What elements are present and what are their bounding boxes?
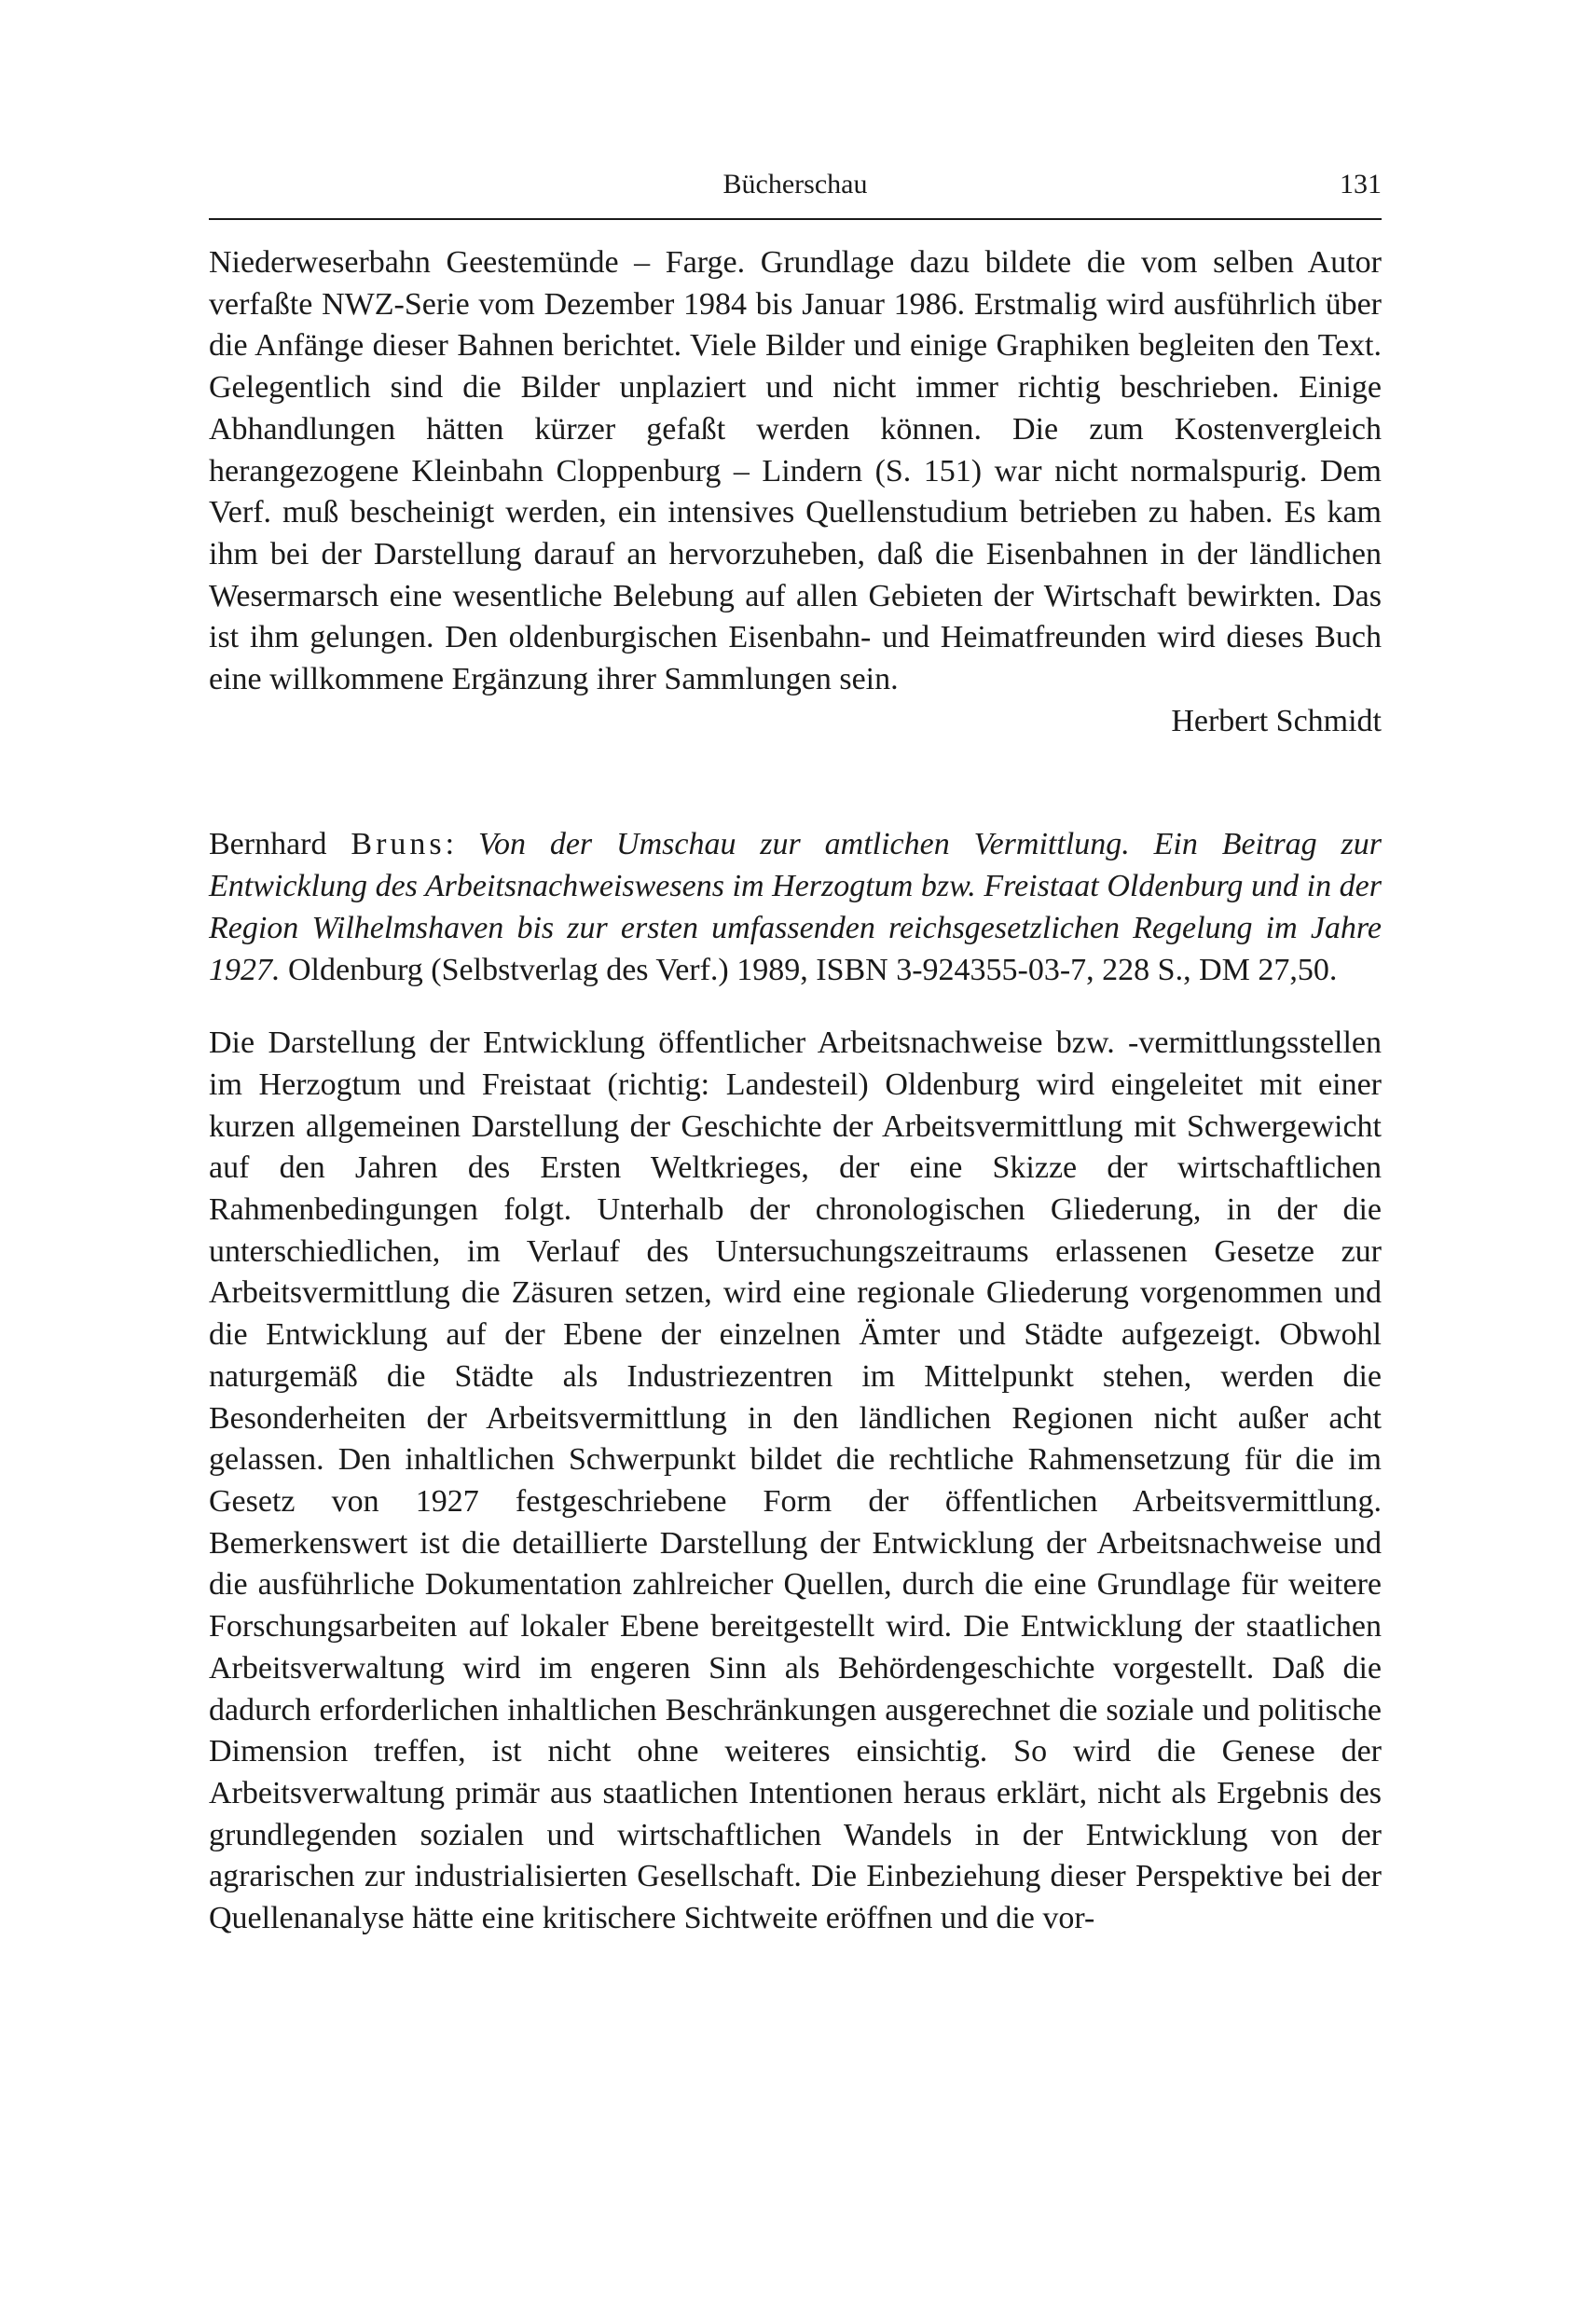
book-citation [209, 824, 1382, 991]
publication-info: Oldenburg (Selbstverlag des Verf.) 1989, ISBN 3-924355-03-7, 228 S., DM 27,50. [288, 952, 1338, 987]
header-rule [209, 218, 1382, 220]
reviewer-name: Herbert Schmidt [1171, 703, 1382, 738]
running-title: Bücherschau [722, 169, 868, 200]
book-page [209, 164, 1382, 1940]
author-first-name: Bernhard [209, 827, 327, 862]
running-head [209, 164, 1382, 205]
author-last-name: Bruns [351, 827, 446, 862]
citation-colon: : [445, 827, 455, 862]
book-title: Von der Umschau zur amtlichen Vermittlung. Ein Beitrag zur Entwicklung des Arbeitsnachweiswesens im Herzogtum bzw. Freistaat Oldenburg und in der Region Wilhelmshaven bis zur ersten umfassenden reichsgesetzlichen Regelung im Jahre 1927. [209, 827, 1383, 987]
review-text: Die Darstellung der Entwicklung öffentlicher Arbeitsnachweise bzw. -vermittlungsstellen im Herzogtum und Freistaat (richtig: Landesteil) Oldenburg wird eingeleitet mit einer kurzen allgemeinen Darstellung der Geschichte der Arbeitsvermittlung mit Schwergewicht auf den Jahren des Ersten Weltkrieges, der eine Skizze der wirtschaftlichen Rahmenbedingungen folgt. Unterhalb der chronologischen Gliederung, in der die unterschiedlichen, im Verlauf des Untersuchungszeitraums erlassenen Gesetze zur Arbeitsvermittlung die Zäsuren setzen, wird eine regionale Gliederung vorgenommen und die Entwicklung auf der Ebene der einzelnen Ämter und Städte aufgezeigt. Obwohl naturgemäß die Städte als Industriezentren im Mittelpunkt stehen, werden die Besonderheiten der Arbeitsvermittlung in den ländlichen Regionen nicht außer acht gelassen. Den inhaltlichen Schwerpunkt bildet die rechtliche Rahmensetzung für die im Gesetz von 1927 festgeschriebene Form der öffentlichen Arbeitsvermittlung. Bemerkenswert ist die detaillierte Darstellung der Entwicklung der Arbeitsnachweise und die ausführliche Dokumentation zahlreicher Quellen, durch die eine Grundlage für weitere Forschungsarbeiten auf lokaler Ebene bereitgestellt wird. Die Entwicklung der staatlichen Arbeitsverwaltung wird im engeren Sinn als Behördengeschichte vorgestellt. Daß die dadurch erforderlichen inhaltlichen Beschränkungen ausgerechnet die soziale und politische Dimension treffen, ist nicht ohne weiteres einsichtig. So wird die Genese der Arbeitsverwaltung primär aus staatlichen Intentionen heraus erklärt, nicht als Ergebnis des grundlegenden sozialen und wirtschaftlichen Wandels in der Entwicklung von der agrarischen zur industrialisierten Gesellschaft. Die Einbeziehung dieser Perspektive bei der Quellenanalyse hätte eine kritischere Sichtweite eröffnen und die vor- [209, 1025, 1382, 1936]
page-number: 131 [1340, 169, 1382, 200]
review-text-continued: Niederweserbahn Geestemünde – Farge. Grundlage dazu bildete die vom selben Autor verfaßte NWZ-Serie vom Dezember 1984 bis Januar 1986. Erstmalig wird ausführlich über die Anfänge dieser Bahnen berichtet. Viele Bilder und einige Graphiken begleiten den Text. Gelegentlich sind die Bilder unplaziert und nicht immer richtig beschrieben. Einige Abhandlungen hätten kürzer gefaßt werden können. Die zum Kostenvergleich herangezogene Kleinbahn Cloppenburg – Lindern (S. 151) war nicht normalspurig. Dem Verf. muß bescheinigt werden, ein intensives Quellenstudium betrieben zu haben. Es kam ihm bei der Darstellung darauf an hervorzuheben, daß die Eisenbahnen in der ländlichen Wesermarsch eine wesentliche Belebung auf allen Gebieten der Wirtschaft bewirkten. Das ist ihm gelungen. Den oldenburgischen Eisenbahn- und Heimatfreunden wird dieses Buch eine willkommene Ergänzung ihrer Sammlungen sein. [209, 245, 1382, 697]
